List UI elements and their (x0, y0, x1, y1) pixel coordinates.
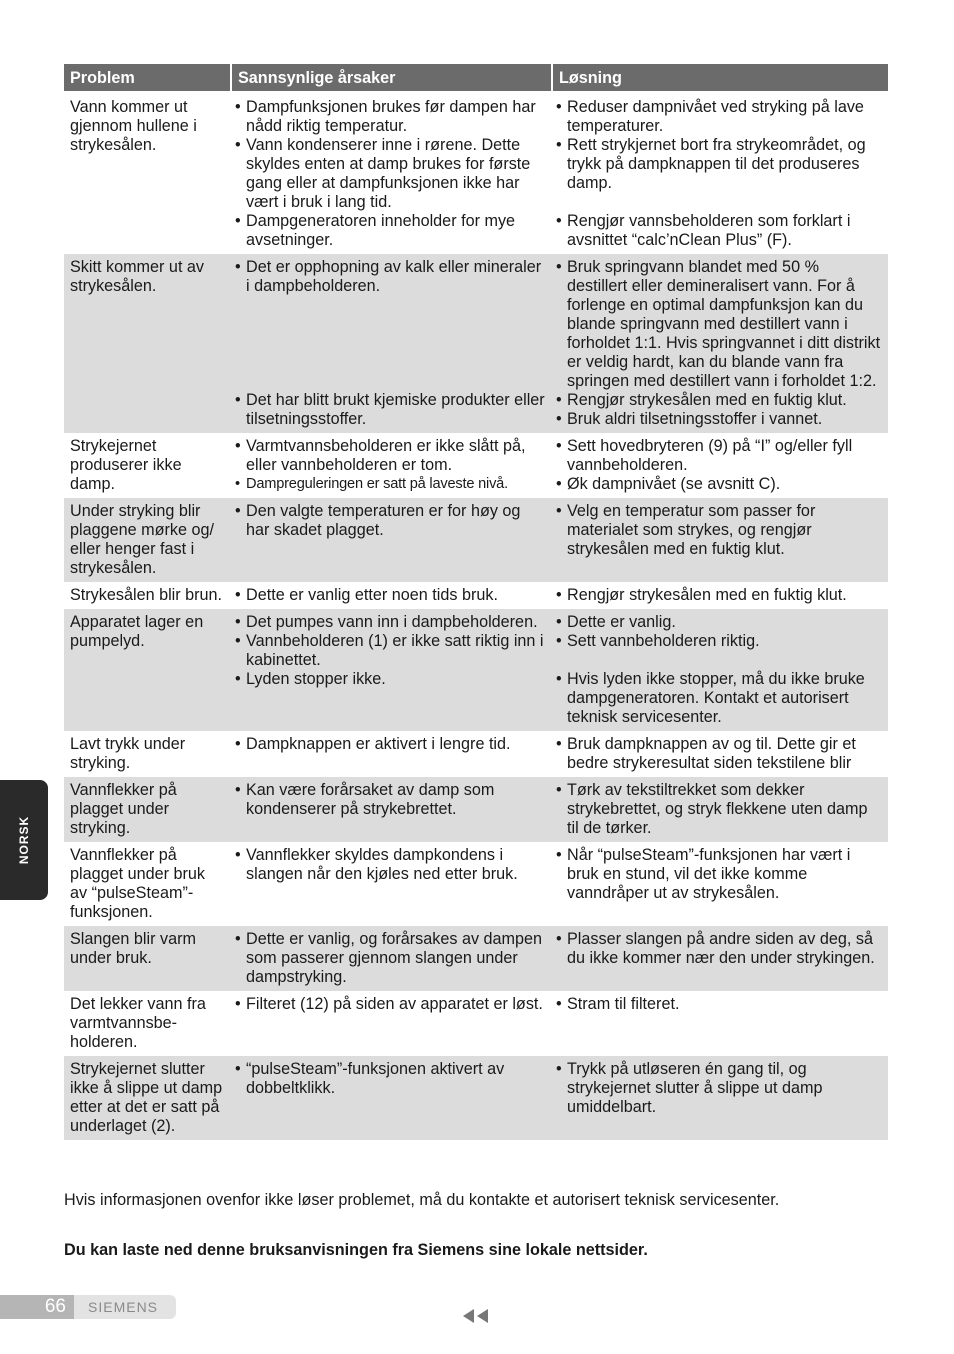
cause-item: • Dette er vanlig etter noen tids bruk. (235, 586, 545, 605)
solutions-cell (551, 842, 888, 926)
cause-item: • Varmtvannsbeholderen er ikke slått på, eller vannbeholderen er tom. (235, 437, 545, 475)
solution-item: • Sett hovedbryteren (9) på “I” og/eller fyll vannbeholderen. (556, 437, 882, 475)
troubleshooting-table (64, 64, 888, 1140)
table-row (64, 91, 888, 254)
table-row (64, 498, 888, 582)
solution-item: • Tørk av tekstiltrekket som dekker strykebrettet, og stryk flekkene uten damp til de tørker. (556, 781, 882, 838)
cause-item: • Den valgte temperaturen er for høy og har skadet plagget. (235, 502, 545, 540)
solution-item: • Sett vannbeholderen riktig. (556, 632, 882, 651)
problem-cell: Lavt trykk under stryking. (70, 735, 186, 772)
cause-item: • Dampgeneratoren inneholder for mye avsetninger. (235, 212, 545, 250)
solution-item: • Rengjør strykesålen med en fuktig klut. (556, 586, 882, 605)
causes-cell (230, 91, 551, 254)
cause-item: • Kan være forårsaket av damp som kondenserer på strykebrettet. (235, 781, 545, 819)
table-row (64, 609, 888, 731)
cause-item: • Det er opphopning av kalk eller mineraler i dampbeholderen. (235, 258, 545, 296)
solutions-cell (551, 1056, 888, 1140)
causes-cell (230, 777, 551, 842)
problem-cell: Under stryking blir plaggene mørke og/ eller henger fast i strykesålen. (64, 498, 230, 582)
table-row (64, 1056, 888, 1140)
table-row (64, 842, 888, 926)
causes-cell (230, 498, 551, 582)
cause-item: • Dette er vanlig, og forårsakes av dampen som passerer gjennom slangen under dampstryking. (235, 930, 545, 987)
footnote-text: Hvis informasjonen ovenfor ikke løser problemet, må du kontakte et autorisert teknisk servicesenter. (64, 1191, 780, 1209)
solution-item: • Rengjør vannsbeholderen som forklart i avsnittet “calc’nClean Plus” (F). (556, 212, 882, 250)
causes-cell (230, 926, 551, 991)
problem-cell: Vannflekker på plagget under bruk av “pulseSteam”-funksjonen. (70, 846, 205, 921)
causes-cell (230, 991, 551, 1056)
download-note: Du kan laste ned denne bruksanvisningen fra Siemens sine lokale nettsider. (64, 1241, 648, 1259)
problem-cell: Det lekker vann fra varmtvannsbe-holderen. (70, 995, 206, 1051)
problem-cell: Apparatet lager en pumpelyd. (64, 609, 230, 731)
solution-item: • Dette er vanlig. (556, 613, 882, 632)
header-solution: Løsning (551, 64, 888, 91)
causes-cell (230, 1056, 551, 1140)
cause-item: • Dampknappen er aktivert i lengre tid. (235, 735, 545, 754)
solution-item: • Rett strykjernet bort fra strykeområdet, og trykk på dampknappen til det produseres damp. (556, 136, 882, 193)
header-problem: Problem (64, 64, 230, 91)
causes-cell (230, 254, 551, 433)
solution-item: • Øk dampnivået (se avsnitt C). (556, 475, 882, 494)
header-causes: Sannsynlige årsaker (230, 64, 551, 91)
causes-cell (230, 609, 551, 731)
solution-item: • Velg en temperatur som passer for materialet som strykes, og rengjør strykesålen med en fuktig klut. (556, 502, 882, 559)
causes-cell (230, 731, 551, 777)
causes-cell (230, 433, 551, 498)
previous-page-icon[interactable] (462, 1307, 492, 1325)
problem-cell: Skitt kommer ut av strykesålen. (64, 254, 230, 433)
language-side-tab (0, 780, 48, 900)
problem-cell: Strykejernet slutter ikke å slippe ut damp etter at det er satt på underlaget (2). (64, 1056, 230, 1140)
cause-item: • Lyden stopper ikke. (235, 670, 545, 689)
cause-item: • Filteret (12) på siden av apparatet er løst. (235, 995, 545, 1014)
problem-cell: Strykejernet produserer ikke damp. (70, 437, 182, 493)
solution-item: • Rengjør strykesålen med en fuktig klut. (556, 391, 882, 410)
solutions-cell (551, 731, 888, 777)
page-number: 66 (0, 1295, 74, 1319)
solution-item: • Stram til filteret. (556, 995, 882, 1014)
table-row (64, 433, 888, 498)
solutions-cell (551, 498, 888, 582)
side-tab-label: NORSK (17, 815, 31, 865)
table-row (64, 731, 888, 777)
cause-item: • Det har blitt brukt kjemiske produkter eller tilsetningsstoffer. (235, 391, 545, 429)
table-row (64, 254, 888, 433)
cause-item: • Vannbeholderen (1) er ikke satt riktig inn i kabinettet. (235, 632, 545, 670)
problem-cell: Strykesålen blir brun. (70, 586, 223, 604)
solutions-cell (551, 254, 888, 433)
table-row (64, 991, 888, 1056)
solution-item: • Reduser dampnivået ved stryking på lave temperaturer. (556, 98, 882, 136)
cause-item: • Vannflekker skyldes dampkondens i slangen når den kjøles ned etter bruk. (235, 846, 545, 884)
problem-cell: Vann kommer ut gjennom hullene i strykesålen. (70, 98, 197, 154)
cause-item: • “pulseSteam”-funksjonen aktivert av dobbeltklikk. (235, 1060, 545, 1098)
cause-item: • Vann kondenserer inne i rørene. Dette skyldes enten at damp brukes for første gang eller at dampfunksjonen ikke har vært i bruk i lang tid. (235, 136, 545, 212)
solutions-cell (551, 433, 888, 498)
table-row (64, 582, 888, 609)
causes-cell (230, 582, 551, 609)
solution-item: • Trykk på utløseren én gang til, og strykejernet slutter å slippe ut damp umiddelbart. (556, 1060, 882, 1117)
solutions-cell (551, 777, 888, 842)
brand-label: SIEMENS (88, 1299, 159, 1315)
cause-item: • Dampfunksjonen brukes før dampen har nådd riktig temperatur. (235, 98, 545, 136)
solutions-cell (551, 91, 888, 254)
solutions-cell (551, 609, 888, 731)
cause-item: • Det pumpes vann inn i dampbeholderen. (235, 613, 545, 632)
solutions-cell (551, 926, 888, 991)
solution-item: • Hvis lyden ikke stopper, må du ikke bruke dampgeneratoren. Kontakt et autorisert teknisk servicesenter. (556, 670, 882, 727)
solution-item: • Plasser slangen på andre siden av deg, så du ikke kommer nær den under strykingen. (556, 930, 882, 968)
solution-item: • Bruk dampknappen av og til. Dette gir et bedre strykeresultat siden tekstilene blir (556, 735, 882, 773)
cause-item: • Dampreguleringen er satt på laveste nivå. (235, 475, 545, 494)
solution-item: • Bruk aldri tilsetningsstoffer i vannet. (556, 410, 882, 429)
problem-cell: Slangen blir varm under bruk. (64, 926, 230, 991)
table-row (64, 926, 888, 991)
table-header-row (64, 64, 888, 91)
table-row (64, 777, 888, 842)
solutions-cell (551, 582, 888, 609)
problem-cell: Vannflekker på plagget under stryking. (64, 777, 230, 842)
solution-item: • Bruk springvann blandet med 50 % destillert eller demineralisert vann. For å forlenge en optimal dampfunksjon kan du blande springvann med destillert vann i forholdet 1:1. Hvis springvannet i ditt distrikt er veldig hardt, kan du blande vann fra springen med destillert vann i forholdet 1:2. (556, 258, 882, 391)
causes-cell (230, 842, 551, 926)
solutions-cell (551, 991, 888, 1056)
solution-item: • Når “pulseSteam”-funksjonen har vært i bruk en stund, vil det ikke komme vanndråper ut av strykesålen. (556, 846, 882, 903)
